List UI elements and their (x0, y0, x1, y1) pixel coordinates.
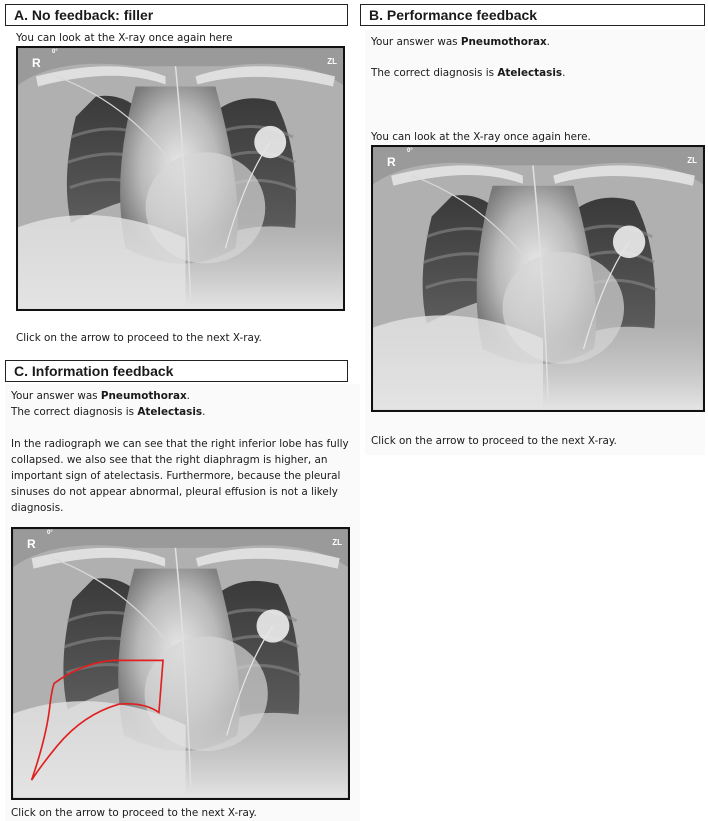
panel-c-footer: Click on the arrow to proceed to the next X-ray. (11, 807, 257, 819)
correct-suffix: . (562, 67, 566, 79)
answer-value: Pneumothorax (460, 36, 547, 48)
xray-tag-marker: ZL (332, 538, 342, 547)
panel-b-correct-line (371, 65, 565, 81)
answer-suffix: . (186, 390, 190, 402)
correct-value: Atelectasis (137, 406, 203, 418)
xray-tag-marker: ZL (687, 156, 697, 165)
xray-side-marker: R (32, 56, 41, 70)
correct-prefix: The correct diagnosis is (11, 406, 138, 418)
panel-c-title: C. Information feedback (5, 360, 348, 382)
answer-value: Pneumothorax (100, 390, 187, 402)
panel-b-title: B. Performance feedback (360, 4, 705, 26)
panel-b-footer: Click on the arrow to proceed to the next X-ray. (371, 435, 617, 447)
xray-angle-marker: 0° (407, 148, 413, 154)
answer-prefix: Your answer was (11, 390, 101, 402)
panel-a-xray (16, 46, 345, 311)
panel-a-title: A. No feedback: filler (5, 4, 348, 26)
panel-b-answer-line (371, 34, 550, 50)
panel-b-xray (371, 145, 705, 412)
panel-a-lead: You can look at the X-ray once again here (16, 32, 233, 44)
panel-a-footer: Click on the arrow to proceed to the next X-ray. (16, 332, 262, 344)
correct-suffix: . (202, 406, 206, 418)
panel-c-explanation: In the radiograph we can see that the right inferior lobe has fully collapsed. we also see that the right diaphragm is higher, an important sign of atelectasis. Furthermore, because the pleural sinuses do not appear abnormal, pleural effusion is not a likely diagnosis. (11, 438, 349, 514)
panel-b-lead: You can look at the X-ray once again here. (371, 131, 591, 143)
panel-c-correct-line (11, 404, 205, 420)
xray-side-marker: R (387, 155, 396, 169)
correct-value: Atelectasis (497, 67, 563, 79)
answer-suffix: . (546, 36, 550, 48)
panel-c-answer-line (11, 388, 190, 404)
xray-angle-marker: 0° (47, 530, 53, 536)
answer-prefix: Your answer was (371, 36, 461, 48)
xray-tag-marker: ZL (327, 57, 337, 66)
xray-side-marker: R (27, 537, 36, 551)
panel-c-xray (11, 527, 350, 800)
xray-angle-marker: 0° (52, 49, 58, 55)
correct-prefix: The correct diagnosis is (371, 67, 498, 79)
